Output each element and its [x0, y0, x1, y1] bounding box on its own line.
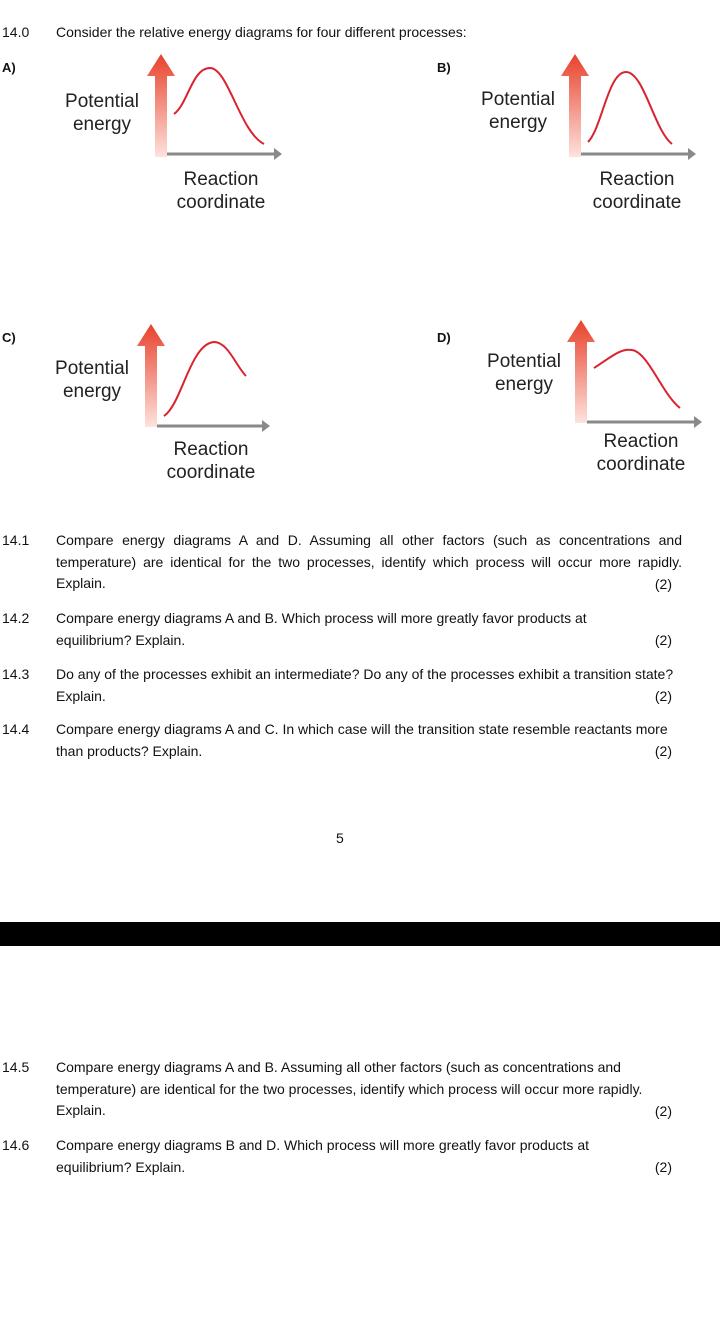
diagram-b-label: B): [437, 60, 451, 75]
diagram-a-xlabel: Reaction coordinate: [176, 169, 266, 213]
question-14-2-marks: (2): [654, 632, 672, 648]
diagram-d-curve: [594, 350, 680, 408]
diagram-a-ylabel: Potential energy: [65, 91, 139, 135]
page-number: 5: [336, 830, 344, 846]
question-14-1-marks: (2): [654, 576, 672, 592]
diagram-c-y-arrow: [137, 324, 165, 427]
question-14-1-text: Compare energy diagrams A and D. Assuming all other factors (such as concentrations and temperature) are identical for the two processes, identify which process will occur more rapidly. Explain.: [56, 532, 682, 591]
diagram-c-x-arrowhead: [262, 420, 270, 432]
question-14-5-text: Compare energy diagrams A and B. Assuming all other factors (such as concentrations and temperature) are identical for the two processes, identify which process will occur more rapidly. Explain.: [56, 1059, 643, 1118]
question-14-4-marks: (2): [654, 743, 672, 759]
diagram-a-x-arrowhead: [274, 148, 282, 160]
diagram-d-y-arrow: [567, 320, 595, 423]
diagram-b-y-arrow: [561, 54, 589, 157]
diagram-a-curve: [174, 68, 264, 144]
question-14-3-text: Do any of the processes exhibit an intermediate? Do any of the processes exhibit a transition state? Explain.: [56, 666, 674, 704]
page-divider: [0, 922, 720, 946]
diagram-c-label: C): [2, 330, 16, 345]
question-14-5-number: 14.5: [2, 1059, 30, 1075]
question-14-6-marks: (2): [654, 1159, 672, 1175]
diagram-b-xlabel: Reaction coordinate: [592, 169, 682, 213]
question-14-2-number: 14.2: [2, 610, 30, 626]
question-14-6-text: Compare energy diagrams B and D. Which process will more greatly favor products at equilibrium? Explain.: [56, 1137, 589, 1175]
diagram-d-x-arrowhead: [694, 416, 702, 428]
question-14-3-number: 14.3: [2, 666, 30, 682]
diagram-d-xlabel: Reaction coordinate: [596, 431, 686, 475]
intro-number: 14.0: [2, 24, 30, 40]
diagram-d-plot: [560, 318, 712, 433]
diagram-a-plot: [140, 52, 290, 167]
question-14-4-number: 14.4: [2, 721, 30, 737]
question-14-4-text: Compare energy diagrams A and C. In which case will the transition state resemble reactants more than products? Explain.: [56, 721, 668, 759]
diagram-c-ylabel: Potential energy: [55, 358, 129, 402]
diagram-d-label: D): [437, 330, 451, 345]
diagram-b-curve: [588, 72, 672, 144]
diagram-a-label: A): [2, 60, 16, 75]
diagram-c-curve: [164, 342, 246, 416]
diagram-b-plot: [554, 52, 704, 167]
question-14-6-number: 14.6: [2, 1137, 30, 1153]
diagram-c-xlabel: Reaction coordinate: [166, 439, 256, 483]
question-14-5-marks: (2): [654, 1103, 672, 1119]
question-14-2-text: Compare energy diagrams A and B. Which process will more greatly favor products at equilibrium? Explain.: [56, 610, 587, 648]
diagram-b-ylabel: Potential energy: [481, 89, 555, 133]
intro-text: Consider the relative energy diagrams for four different processes:: [56, 24, 467, 40]
diagram-b-x-arrowhead: [688, 148, 696, 160]
diagram-c-plot: [130, 322, 280, 437]
diagram-d-ylabel: Potential energy: [487, 351, 561, 395]
question-14-3-marks: (2): [654, 688, 672, 704]
diagram-a-y-arrow: [147, 54, 175, 157]
question-14-1-number: 14.1: [2, 532, 30, 548]
